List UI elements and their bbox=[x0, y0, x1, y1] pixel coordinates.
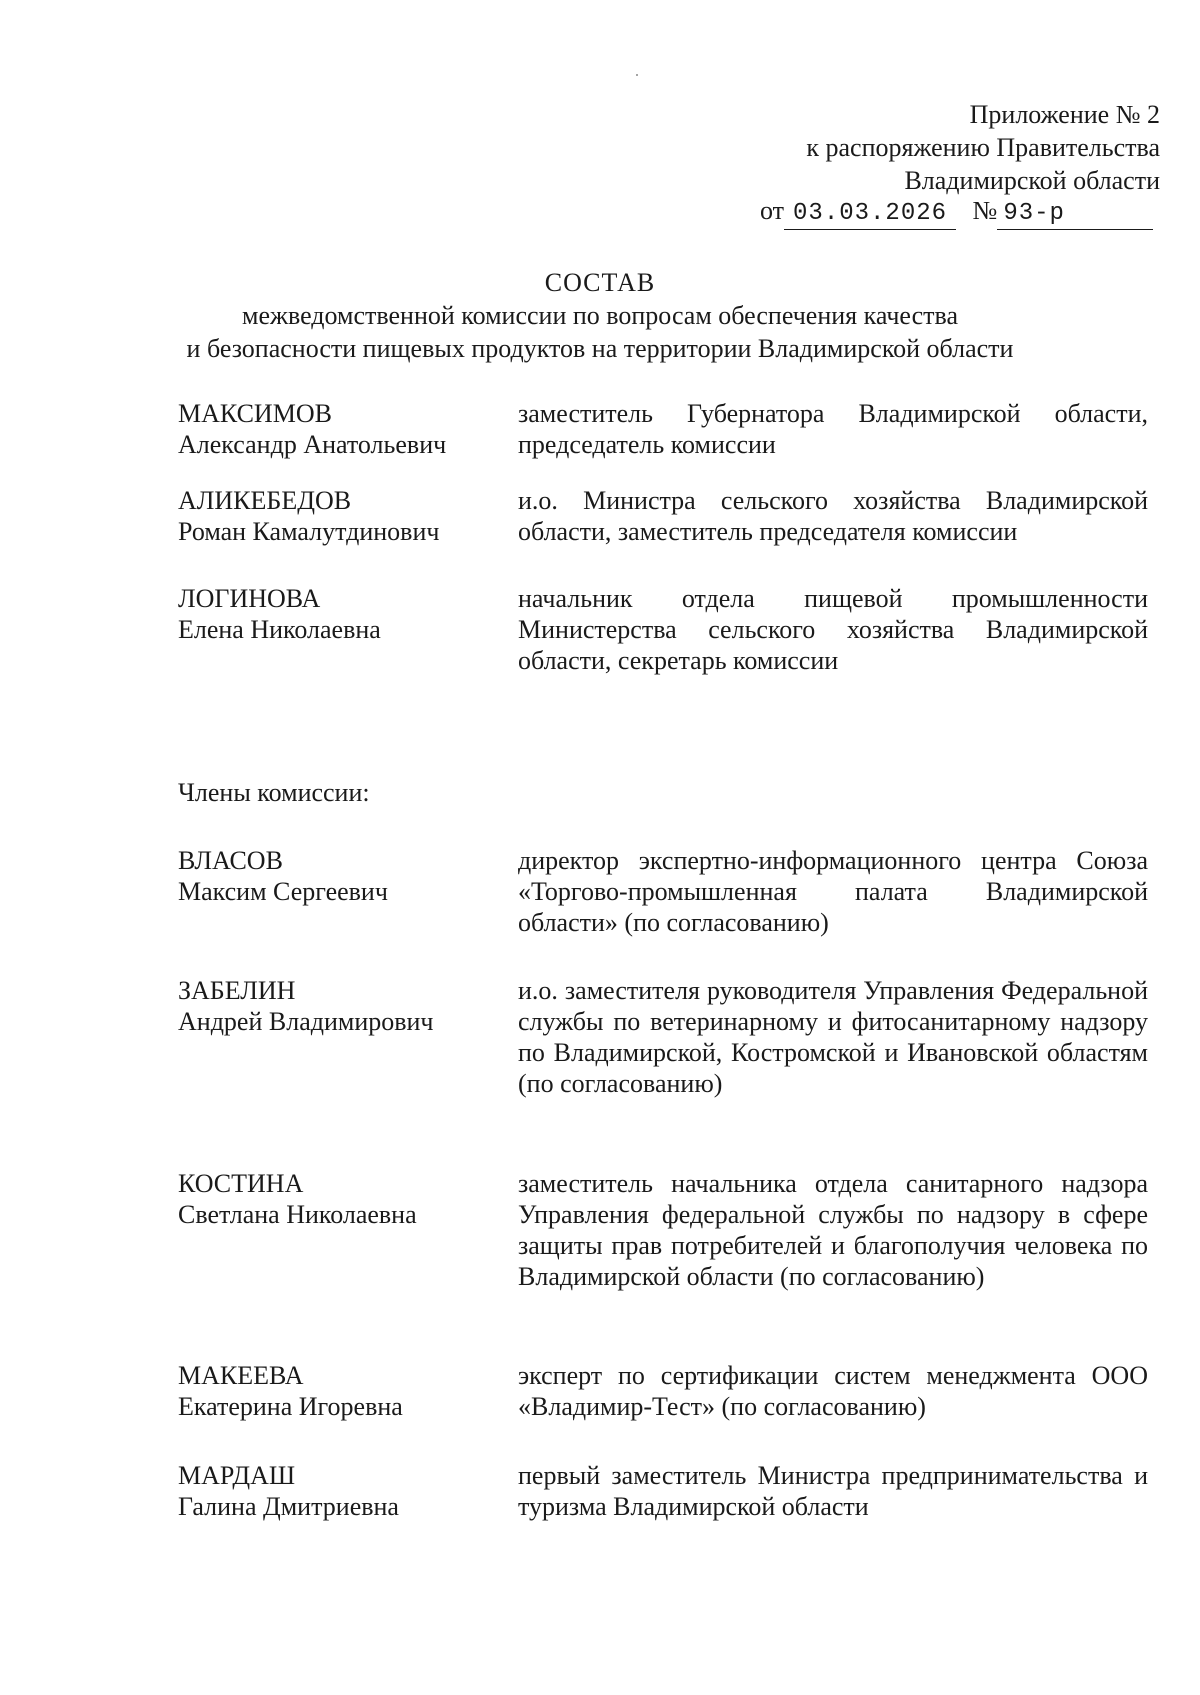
date-prefix: от bbox=[760, 196, 785, 225]
person-surname: ВЛАСОВ bbox=[178, 846, 283, 875]
person-name bbox=[178, 485, 498, 547]
person-surname: ЛОГИНОВА bbox=[178, 584, 321, 613]
person-surname: МАКЕЕВА bbox=[178, 1361, 304, 1390]
appendix-line-3: Владимирской области bbox=[904, 166, 1160, 195]
person-role: заместитель Губернатора Владимирской области, председатель комиссии bbox=[518, 399, 1148, 459]
person-given-name: Светлана Николаевна bbox=[178, 1200, 417, 1229]
number-value: 93-р bbox=[1003, 200, 1065, 227]
person-role: первый заместитель Министра предпринимательства и туризма Владимирской области bbox=[518, 1461, 1148, 1521]
person-name bbox=[178, 975, 498, 1037]
person-surname: АЛИКЕБЕДОВ bbox=[178, 486, 352, 515]
document-title bbox=[0, 266, 1200, 365]
title-subtitle-line-2: и безопасности пищевых продуктов на территории Владимирской области bbox=[186, 334, 1014, 363]
number-prefix: № bbox=[972, 196, 998, 225]
person-name bbox=[178, 1360, 498, 1422]
person-given-name: Андрей Владимирович bbox=[178, 1007, 434, 1036]
person-given-name: Елена Николаевна bbox=[178, 615, 381, 644]
scan-speck bbox=[636, 74, 638, 76]
title-subtitle-line-1: межведомственной комиссии по вопросам обеспечения качества bbox=[242, 301, 958, 330]
person-role: и.о. заместителя руководителя Управления Федеральной службы по ветеринарному и фитосанитарному надзору по Владимирской, Костромской и Ивановской областям (по согласованию) bbox=[518, 976, 1148, 1098]
title-heading: СОСТАВ bbox=[544, 268, 656, 297]
person-name bbox=[178, 398, 498, 460]
person-name bbox=[178, 1460, 498, 1522]
person-given-name: Роман Камалутдинович bbox=[178, 517, 440, 546]
person-given-name: Галина Дмитриевна bbox=[178, 1492, 399, 1521]
person-name bbox=[178, 845, 498, 907]
person-role: директор экспертно-информационного центра Союза «Торгово-промышленная палата Владимирской области» (по согласованию) bbox=[518, 846, 1148, 937]
person-surname: ЗАБЕЛИН bbox=[178, 976, 296, 1005]
date-number-line bbox=[760, 196, 1153, 230]
person-given-name: Максим Сергеевич bbox=[178, 877, 388, 906]
person-surname: КОСТИНА bbox=[178, 1169, 304, 1198]
person-role: заместитель начальника отдела санитарного надзора Управления федеральной службы по надзору в сфере защиты прав потребителей и благополучия человека по Владимирской области (по согласованию) bbox=[518, 1169, 1148, 1291]
person-role: эксперт по сертификации систем менеджмента ООО «Владимир-Тест» (по согласованию) bbox=[518, 1361, 1148, 1421]
appendix-header bbox=[806, 98, 1160, 197]
person-surname: МАРДАШ bbox=[178, 1461, 296, 1490]
person-name bbox=[178, 583, 498, 645]
person-role: начальник отдела пищевой промышленности Министерства сельского хозяйства Владимирской области, секретарь комиссии bbox=[518, 584, 1148, 675]
person-role: и.о. Министра сельского хозяйства Владимирской области, заместитель председателя комиссии bbox=[518, 486, 1148, 546]
person-name bbox=[178, 1168, 498, 1230]
appendix-line-2: к распоряжению Правительства bbox=[806, 133, 1160, 162]
person-given-name: Александр Анатольевич bbox=[178, 430, 447, 459]
person-given-name: Екатерина Игоревна bbox=[178, 1392, 403, 1421]
appendix-line-1: Приложение № 2 bbox=[969, 100, 1160, 129]
members-label: Члены комиссии: bbox=[178, 778, 370, 807]
person-surname: МАКСИМОВ bbox=[178, 399, 332, 428]
date-value: 03.03.2026 bbox=[793, 200, 948, 227]
